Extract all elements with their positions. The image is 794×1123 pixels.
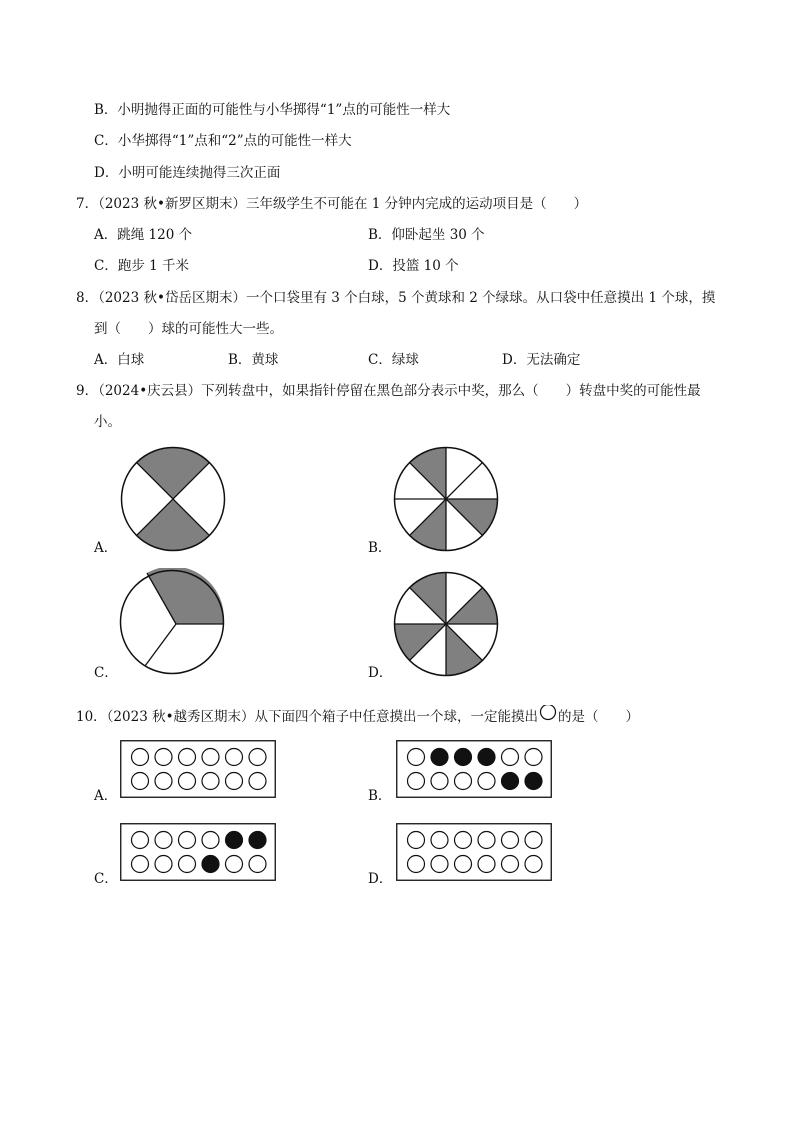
white-ball bbox=[202, 832, 219, 849]
q9-stem-line2: 小。 bbox=[94, 414, 121, 430]
q8-option-b: B．黄球 bbox=[228, 352, 279, 368]
q10-stem bbox=[76, 705, 639, 726]
white-ball bbox=[226, 749, 243, 766]
white-ball bbox=[408, 832, 425, 849]
q8-option-d: D．无法确定 bbox=[502, 352, 581, 368]
q6-option-d: D．小明可能连续抛得三次正面 bbox=[94, 165, 281, 181]
white-ball bbox=[502, 749, 519, 766]
q8-option-c: C．绿球 bbox=[368, 352, 419, 368]
white-ball bbox=[249, 773, 266, 790]
white-ball bbox=[525, 832, 542, 849]
white-ball bbox=[249, 749, 266, 766]
q7-stem: 7．（2023 秋•新罗区期末）三年级学生不可能在 1 分钟内完成的运动项目是（ ） bbox=[76, 196, 588, 212]
q9-option-b-label: B． bbox=[368, 540, 392, 556]
white-ball bbox=[155, 749, 172, 766]
q10-stem-post: 的是（ ） bbox=[558, 709, 640, 725]
q10-option-c-label: C． bbox=[94, 871, 118, 887]
white-ball bbox=[155, 773, 172, 790]
white-ball bbox=[132, 856, 149, 873]
black-ball bbox=[478, 749, 495, 766]
white-ball bbox=[132, 749, 149, 766]
white-ball bbox=[132, 832, 149, 849]
box-a-svg bbox=[120, 740, 276, 798]
white-ball bbox=[431, 856, 448, 873]
black-ball bbox=[226, 832, 243, 849]
q10-stem-pre: 10．（2023 秋•越秀区期末）从下面四个箱子中任意摸出一个球，一定能摸出 bbox=[76, 709, 539, 725]
white-ball bbox=[455, 773, 472, 790]
white-ball bbox=[455, 856, 472, 873]
q6-option-c: C．小华掷得“1”点和“2”点的可能性一样大 bbox=[94, 133, 352, 149]
white-ball-icon bbox=[539, 705, 557, 723]
box-b-svg bbox=[396, 740, 552, 798]
white-ball bbox=[502, 856, 519, 873]
q10-option-b-label: B． bbox=[368, 788, 392, 804]
q8-option-a: A．白球 bbox=[94, 352, 145, 368]
box-b bbox=[396, 740, 552, 798]
black-ball bbox=[525, 773, 542, 790]
q6-option-b: B．小明抛得正面的可能性与小华掷得“1”点的可能性一样大 bbox=[94, 102, 451, 118]
white-ball bbox=[179, 773, 196, 790]
q9-option-a-label: A． bbox=[94, 540, 118, 556]
white-ball bbox=[525, 749, 542, 766]
spinner-a bbox=[120, 446, 226, 552]
white-ball bbox=[202, 773, 219, 790]
white-ball bbox=[408, 749, 425, 766]
box-a bbox=[120, 740, 276, 798]
q7-option-d: D．投篮 10 个 bbox=[368, 258, 459, 274]
q9-option-c-label: C． bbox=[94, 665, 118, 681]
white-ball bbox=[525, 856, 542, 873]
black-ball bbox=[431, 749, 448, 766]
box-c-svg bbox=[120, 823, 276, 881]
q9-stem-line1: 9．（2024•庆云县）下列转盘中，如果指针停留在黑色部分表示中奖，那么（ ）转盘中奖的可能性最 bbox=[76, 383, 701, 399]
q7-option-b: B．仰卧起坐 30 个 bbox=[368, 227, 485, 243]
white-ball bbox=[155, 832, 172, 849]
white-ball bbox=[226, 856, 243, 873]
q8-stem-line2: 到（ ）球的可能性大一些。 bbox=[94, 321, 283, 337]
white-ball bbox=[179, 856, 196, 873]
black-ball bbox=[202, 856, 219, 873]
black-ball bbox=[249, 832, 266, 849]
white-ball bbox=[502, 832, 519, 849]
white-ball bbox=[132, 773, 149, 790]
spinner-b bbox=[393, 446, 499, 552]
white-ball bbox=[226, 773, 243, 790]
white-ball bbox=[478, 856, 495, 873]
white-ball bbox=[431, 773, 448, 790]
white-ball bbox=[155, 856, 172, 873]
q10-option-a-label: A． bbox=[94, 788, 118, 804]
white-ball bbox=[179, 749, 196, 766]
box-d bbox=[396, 823, 552, 881]
box-c bbox=[120, 823, 276, 881]
white-ball bbox=[478, 773, 495, 790]
white-ball bbox=[455, 832, 472, 849]
white-ball bbox=[408, 773, 425, 790]
q10-option-d-label: D． bbox=[368, 871, 393, 887]
white-ball bbox=[179, 832, 196, 849]
white-ball bbox=[431, 832, 448, 849]
white-ball bbox=[249, 856, 266, 873]
q8-stem-line1: 8．（2023 秋•岱岳区期末）一个口袋里有 3 个白球，5 个黄球和 2 个绿球。从口袋中任意摸出 1 个球，摸 bbox=[76, 290, 716, 306]
spinner-d bbox=[393, 571, 499, 677]
black-ball bbox=[455, 749, 472, 766]
white-ball bbox=[408, 856, 425, 873]
q7-option-c: C．跑步 1 千米 bbox=[94, 258, 190, 274]
q7-option-a: A．跳绳 120 个 bbox=[94, 227, 193, 243]
q9-option-d-label: D． bbox=[368, 665, 393, 681]
box-d-svg bbox=[396, 823, 552, 881]
white-ball bbox=[478, 832, 495, 849]
white-ball bbox=[202, 749, 219, 766]
black-ball bbox=[502, 773, 519, 790]
spinner-c bbox=[118, 568, 226, 676]
